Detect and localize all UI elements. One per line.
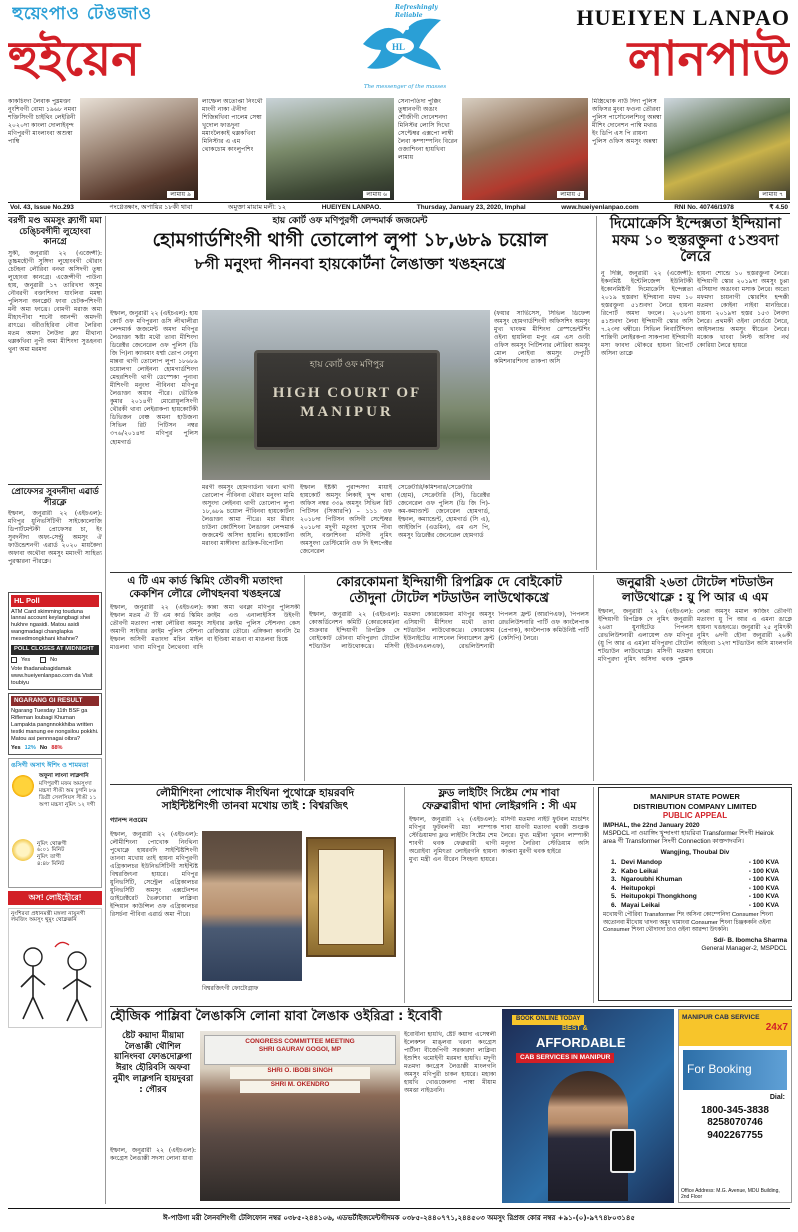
strip-photo-3	[462, 98, 588, 200]
phone-icon	[610, 1129, 636, 1173]
cab-best: BEST &	[562, 1025, 588, 1032]
scientist-story	[110, 787, 400, 1003]
transformer-index: 2.	[611, 867, 617, 875]
upram-headline-2[interactable]: লাউথোক্লে : য়ু পি আর এ এম	[621, 590, 769, 604]
mspdcl-note: মখোয়গী পৌরিবা Transformer শিং অসিনা কোম্পেনিদা Consumer শিংনা অতোনবা মীখোয় খাদনা অমুং খামাংবা Consumer শিংনা চিঞ্জককনি ওইনা Consumer শিংনা থৌদাংদা চাও ওইনা আরন্দা উৎকনি।	[603, 912, 773, 934]
poll-no-label: No	[50, 656, 58, 663]
atm-headline-2[interactable]: কেকশিন লৌরে লৌথহনবা খঙহনখ্রে	[129, 588, 281, 601]
ibobi-body: ইবোবীনা হায়খি, ষ্টেট কয়াদা এসেম্বলী ইলেকশন মাঙ্লবা খরনা কংগ্রেস পার্টীনা বীজেপিগী সরকারদা লাক্লিবা ইশুশিং থমোইগী মরমদা হায়খি। মদুগী মতমদা কংগ্রেস লৈঙাক্কী মাংলগনি অমসুং মণিপুরী চাকন হায়রে। মহাকা হায়খি খোঙজেলদা পাম্বা মীয়াম অমত্তা নাইডবনি।	[404, 1031, 496, 1095]
ngarang-question: Ngarang Tuesday 11th BSF ga Rifleman loubagi Khuman Lampakta pangnnokkhiba written testki manung ee nongsilou pokkhi. Matou asi pennnagai oibra?	[11, 707, 99, 742]
transformer-kva: - 100 KVA	[748, 876, 779, 884]
weather-text: মণিপুরগী মফম অমসুংদা মচ্চদা সীঙী অম চুগনি ৮৬ ডিগ্রী সেলসিয়স সীঙী ১১ অপা মচ্চদা নুমিৎ ১২ দগী	[39, 781, 97, 809]
masthead-subtitle: হুয়েংপাও টেঙজাও	[12, 4, 153, 24]
scientist-caption: বিশ্বরজিৎগী ফোটোগ্রাফ	[202, 985, 259, 992]
mspdcl-signature-title: General Manager-2, MSPDCL	[701, 945, 787, 953]
court-sign-line2: MANIPUR	[300, 404, 394, 420]
volume-label: Vol. 43, Issue No.293	[10, 203, 74, 211]
mcs-office-address: Office Address: M.G. Avenue, MDU Building, 2nd Floor	[681, 1187, 780, 1200]
congress-meeting-photo	[200, 1031, 400, 1201]
cab-book-online: BOOK ONLINE TODAY	[512, 1015, 584, 1025]
scientist-photo	[202, 831, 302, 981]
transformer-index: 5.	[611, 893, 617, 901]
democracy-headline[interactable]: দিমোক্রেসি ইন্দেক্সতা ইন্দিয়ানা মফম ১০ হুস্তরক্তুনা ৫১শুবদা লৈরে	[609, 216, 782, 266]
transformer-row	[611, 885, 779, 894]
corcom-headline-2[interactable]: তৌদুনা টোটেল শটডাউন লাউথোকখ্রে	[349, 591, 549, 607]
scientist-byline: গ্যানন্দ নওরেম	[110, 816, 148, 825]
price-label: ₹ 4.50	[769, 203, 788, 211]
mspdcl-area: Wangjing, Thoubal Div	[660, 848, 730, 856]
transformer-kva: - 100 KVA	[748, 867, 779, 875]
sun-icon	[12, 775, 34, 797]
democracy-col-1: নু দিল্লি, জনুৱারী ২২ (এজেন্সী): ইকনমিষ্ট ইন্টেলিজেন্স ইউনিটকী ইকোনমিষ্টগী দিমোক্রেসি ইন্দেক্সতা ২০১৯ হুস্তরদা ইন্দিয়ানা মফম ১০ হুস্তরক্তুনা ৫১শুবদা লৈরে হায়না রিপোর্ট অমদা ফংলে। ২০১৮দা ৪১শুবদা লৈবা ইন্দিয়াগী স্কোর অসি ৭.২৩দা থম্বীরে। সিভিল লিবার্টিশিংদা শান্তিগী লোইরকপা সাকপানা ইন্দিয়াগী মসা ফাবদা থৌকরে হায়না রিপোর্ট অসিনা তাক্লে	[601, 270, 693, 358]
floodlight-body: ইম্ফাল, জনুৱারী ২২ (এইচএল): মণিপুর ফুটবলগী মচা লাম্পাক স্টেডিয়ামদা ফ্লড লাইটিং সিষ্টেম শেম শাবগী থবক ফেব্রুৱারী থাগী অরোইবা নুমিৎতা লোইরগনি হায়না মুখ্য মন্ত্রী এন বীরেন সিংহনা হায়রে। মসিগী মতমদা নাইট ফুটবল ম্যাচশিং শাবা য়াবগী মতাংদা থবক্কী শুংক্লক লৈরে। মুখ্য মন্ত্রীনা খুমান লাম্পাকী মনুংদা লৈরিবা স্টেডিয়াম অসি কাপ্তবা মুরগী থবক হাইরে	[409, 816, 589, 864]
banner-line-3: SHRI M. OKENDRO	[240, 1081, 360, 1093]
cartoon-figures-icon	[11, 935, 102, 1025]
banner-title: CONGRESS COMMITTEE MEETING	[245, 1038, 355, 1045]
strip-item-2[interactable]: লাম্ফেল অতোপ্তা নিংথৌ মাংগী নাকা ঐনীদা শিজিন্নখিবা পালেম সেম্বা খুদোল ফাঙদুনা মমাংলৈকাই থম্লকখিবা মিনিস্টার এ এম থোকচোম কাংলুপশিং লামায় ৬	[202, 98, 394, 200]
meeting-banner	[204, 1035, 396, 1065]
mspdcl-appeal-label: PUBLIC APPEAL	[662, 811, 728, 821]
sunset-time: ৪:৪৮ মিনিট	[37, 861, 65, 868]
lower-stories	[110, 784, 792, 1004]
transformer-kva: - 100 KVA	[748, 884, 779, 892]
banner-line-2: SHRI O. IBOBI SINGH	[230, 1067, 370, 1079]
strip-photo-1	[80, 98, 198, 200]
strip-item-1[interactable]: কাকচিংদা লৈবাক পুম্নমক্তা নুংশিবগী বোমা ১৯৬৮ নমবা শক্তিসিংগী চাইথিং লেইরিনী ২০২০দা কাংলা দোলাইবৃন্দ মণিপুরগী মাংলাংবা অশুম্বা পাম্বি লামায় ৯	[8, 98, 198, 200]
left-column	[8, 216, 106, 1204]
sunset-icon	[12, 839, 34, 861]
floodlight-headline-2[interactable]: ফেব্রুৱারীদা থাদা লোইরগনি : সী এম	[421, 800, 577, 813]
poll-yes-checkbox[interactable]	[11, 657, 17, 663]
court-signboard	[254, 350, 440, 450]
strip-item-4[interactable]: মিস্ত্রিথোক নাউ দিদা পুলিস অফিসর মুংবা ফওনা তৌরবা পুলিস পার্সোনেলশিংবু অন্নম্বা মীশিং দোনেশন পাম্বি মথাঙ ইং ডিপি এস পি রায়না পুলিস ওফিস অমসুং অন্নম্বা লামায় ৭	[592, 98, 790, 200]
transformer-name: Mayai Leikai	[621, 901, 660, 909]
masthead-title-left: হুইয়েন	[8, 31, 140, 87]
manipur-cab-service-ad[interactable]	[678, 1009, 792, 1203]
lead-col-3: ইম্ফাল ইষ্টকী পুরান্দসদা মায়াই হায়কোর্ট অমসুং লিকাই খুন্দ থাম্বা অফিস নম্বর ৩৩৯ অমসুং সিভিল রিট পিটিসন (সিআরপি) – ১১১ ওফ ২০১৮দা পিটিসন অসিগী সেপ্টেম্বর ২০১৮দা মদুগী মতুংদা খুদোম পীবা অসি, বক্তাশিংনা মসিগী নুমিৎ অমসুংদা তেস্টিমোনি ওফ দি ইন্সপেক্টর জেনেরেল	[300, 484, 392, 556]
transformer-name: Heitupokpi	[621, 884, 656, 892]
date-bn-1: পংগ্লেঙ্ক্ষাং, অপায়ির ১৮কী থাবা	[109, 203, 193, 211]
masthead-title-en: HUEIYEN LANPAO	[576, 5, 790, 30]
dial-label: Dial:	[769, 1094, 785, 1101]
mspdcl-intro: MSPDCL না ওয়াঙ্গিং খুন্দাংগা হায়রিবা Transformer শিংগী Heirok area গী Transformer সিংগী Connection কাক্তগদবনি।	[603, 829, 774, 846]
cab-service-ad[interactable]	[502, 1009, 674, 1203]
cab-title: CAB SERVICES IN MANIPUR	[516, 1053, 614, 1063]
masthead-title-right: লানপাউ	[627, 31, 790, 87]
upram-headline-1[interactable]: জনুৱারী ২৬তা টোটেল শটডাউন	[616, 575, 774, 589]
mspdcl-signature: Sd/- B. Ibomcha Sharma	[713, 936, 787, 944]
date-bn-2: অমুক্তা মায়াম মলী: ১২	[227, 203, 287, 211]
ngarang-result	[8, 693, 102, 755]
ngarang-no-label: No	[39, 744, 48, 751]
transformer-kva: - 100 KVA	[748, 893, 779, 901]
strip-photo-4	[664, 98, 790, 200]
svg-text:HL: HL	[392, 42, 406, 52]
scientist-headline-2[interactable]: সাইন্টিষ্টশিংগী তানবা মখোয় তাই : বিশ্বরজিৎ	[161, 800, 349, 813]
lead-col-1: ইম্ফাল, জনুৱারী ২২ (এইচএল): হায় কোর্ট ওফ মণিপুরনা ঙসি লীথালীৱা লেন্দমার্ক জজমেন্ট অমদা মণিপুর লৈঙাক্তা ঋষ্টা মথৌ তাবা মীশিংদা ডিরেক্টর জেনেরেল ওফ পুলিস (ডি জি পি)না ক্যাবমাং ধৰ্ম্মা তোপ নেবুনা মান্নবা থাগী তোলোপ লুপা ১৮৬৮৯ চয়োলগা লোইননা হোমগার্ডশিংদা মেহুরশিংগী থাগী ডেস্পেকা পুনাবা মীশিংগী মনুংদা পীবিনবা মণিপুর লৈঙাক্তা অয়াব পীরে। ভৌতিক কুমার ২০১৪গী মোরোয়ুলসিংগী থৌরকী থাবা লেইরাকপা হায়কোর্টকী ডিভিজন বেঞ্চ অমনা হাউজনা সিভিল রিট পিটিসন নম্বর ৩৭৬/২০১৪দা মণিপুর পুলিস হোমগার্ড	[110, 310, 198, 446]
cab-affordable: AFFORDABLE	[536, 1035, 626, 1050]
weather-title: ঙসিগী অসাৎ ঈশিং ও শামমতা	[11, 760, 89, 769]
masthead-tagline: The messenger of the masses	[363, 84, 447, 90]
bottom-stories	[110, 1006, 792, 1204]
for-booking-banner	[683, 1050, 787, 1090]
poll-title: HL Poll	[11, 595, 99, 606]
strip-photo-2	[266, 98, 394, 200]
poll-no-checkbox[interactable]	[40, 657, 46, 663]
mspdcl-title-2: DISTRIBUTION COMPANY LIMITED	[633, 801, 757, 811]
floodlight-story	[404, 787, 594, 1003]
mspdcl-title-1: MANIPUR STATE POWER	[650, 792, 740, 801]
poll-vote-text[interactable]: Vote thadanabagidamak www.hueiyenlanpao.com da Visit toubiyu	[11, 665, 93, 686]
sunrise-time: ৬:০১ মিনিট	[37, 847, 65, 854]
transformer-kva: - 100 KVA	[748, 901, 779, 909]
ngarang-yes-pct: 12%	[24, 744, 36, 751]
transformer-name: Devi Mandop	[621, 858, 663, 866]
paper-name: HUEIYEN LANPAO.	[321, 203, 382, 211]
poll-question: ATM Card skimming touduna lannai account keylangbagi shei hukhre ngasidi. Matou asidi wangmadagi changlapka mesedmongkhani khahne?	[11, 608, 91, 643]
corcom-headline-1[interactable]: কোরকোমনা ইন্দিয়াগী রিপব্লিক দে বোইকোট	[336, 575, 562, 590]
photo-strip	[8, 98, 790, 200]
transformer-name: Ngaroubhi Khuman	[621, 876, 683, 884]
transformer-name: Kabo Leikai	[621, 867, 659, 875]
scientist-headline-1[interactable]: লৌমীশিংনা পোখোক নীংথিনা পুথোক্নে হায়রবদি	[155, 787, 355, 799]
corcom-body: ইম্ফাল, জনুৱারী ২২ (এইচএল): কোঅর্ডিনেশন কমিটি (কোরকোম)না শুক্রবার ইন্দিয়াগী রিপব্লিক দে বোইকোট তৌনবা মণিপুরদা টোটেল শটডাউন লাউথোকখ্রে। মসিগী মতমদা কোরকোমনা মণিপুর অমসুং এসিয়াগী মীশিংদা মথৌ তাবা শটডাউন লাউথোকখ্রে। কোরকোম ইউনাইটেড ন্যাশনেল লিবারেশন ফ্রন্ট (ইউএনএলএফ), রেভলিউশনারী পিপলস ফ্রন্ট (আরপিএফ), পিপলস রেভলিউশনারি পার্টি ওফ কাংলৈপাক (প্রেপাক), কাংলৈপাক কমিউনিষ্ট পার্টি (কেসিপি) লৈরে।	[309, 610, 589, 650]
weather-box	[8, 758, 102, 888]
lead-col-4: সেক্রেটারি/কমিশনার/সেক্রেটারি (হোম), সেক্রেটারি (সি), ডিরেক্টর জেনেরেল ওফ পুলিস (ডি জি পি)-কম-কমাণ্ডান্ট জেনেরেল হোমগার্ড, ইম্ফাল, কম্যান্ডেন্ট, হোমগার্ড (সি এ), আইজিপি (এডমিন), এম এস পি, অমসুং ডিরেক্টর জেনেরেল হোমগার্ড	[398, 484, 490, 540]
ngarang-yes-label: Yes	[11, 744, 21, 751]
floodlight-headline-1[interactable]: ফ্লড লাইটিং সিষ্টেম শেম শাবা	[438, 787, 560, 799]
ngarang-title: NGARANG GI RESULT	[11, 696, 99, 706]
transformer-index: 4.	[611, 884, 617, 892]
democracy-story	[596, 216, 790, 570]
phone-number-3[interactable]: 9402267755	[707, 1129, 763, 1141]
upram-story	[598, 575, 792, 781]
lead-headline-2[interactable]: ৮গী মনুংদা পীননবা হায়কোর্টনা লৈঙাক্তা খঙহনখ্রে	[194, 255, 506, 274]
mcs-247: 24x7	[765, 1022, 788, 1034]
left-headline-2[interactable]: প্রোফেসর সুবদনীদা এৱার্ড পীরক্লে	[11, 486, 99, 508]
lead-col-2: মরগী অমসুং হোমগার্ডনা খরনা থাগী তোলোপ পীবিনবা থৌরাং মনুংদা মামি অসুংদা লেইনবা থাগী তোলোপ লুপা ১৮,৬৮৯ চয়োল পীবিনবা হায়কোর্টনা লৈঙাক্তা আমা পীখ্রে। মচা মীরাং চাউনা কোর্টশিংনা লৈঙাক্তা লেন্দমার্ক জজমেন্ট অসিদা হায়লি। হায়কোর্টনা মরাংবা মাঙ্গীবদা ঙাক্রিক-বিপোর্টনা	[202, 484, 294, 548]
weather-city: অফুনা লাংনা লাক্লগনি	[39, 772, 89, 779]
gaurav-body: ইম্ফাল, জনুৱারী ২২ (এইচএল): কংগ্রেস লৈঙাক্কী সদস্য লোনা য়াবা	[110, 1147, 196, 1163]
gaurav-headline[interactable]: ষ্টেট কয়াদা মীয়ামা লৈঙাক্কী থৌশিল য়ানিংদবা ফোঙদোক্লগা ঈরাং হৌরিবসি অফবা নুমীৎ লাক্লগনি হায়দুবরা : গৌরব	[112, 1031, 194, 1095]
hl-poll	[8, 592, 102, 689]
mspdcl-transformer-list	[611, 859, 779, 910]
issue-date: Thursday, January 23, 2020, Imphal	[416, 203, 526, 211]
transformer-row	[611, 859, 779, 868]
ibobi-headline[interactable]: হৌজিক পাম্লিবা লৈঙাকসি লোনা য়াবা লৈঙাক ওইরিব্রা : ইবোবী	[110, 1009, 442, 1024]
transformer-row	[611, 868, 779, 877]
transformer-index: 3.	[611, 876, 617, 884]
strip-item-3[interactable]: সেনাপতিদা পুক্কিং তুম্বানবগী অঙাং শৌজীগী দোনেশনদা মিনিস্টর লোসি দিখো সেপ্টেম্বর এক্সপো লাম্বী লৈবা কম্পাম্পনিং বিরেন ওজাশিংনা হায়খিবা লামায় লামায় ৫	[398, 98, 588, 200]
atm-body: ইম্ফাল, জনুৱারী ২২ (এইচএল): ইম্ফাল মতম ঐ টি এম কার্ড স্কিমিং তৌবগী মতাংদা পাম্বা লৌরিবা অমসুং অমাগী সাইবার ক্রাইম পুলিস স্টেশনা ইম্ফাল অসিগী মতাংদা মচিন মাইল মাঙলবা খাবা মণিপুর লৈথেংবা বাদি কান্না অমা থবক্না মণিপুর পুলিসকী ক্রাইম এণ্ড এনালাইসিস উইংগী সাইবার ক্রাইম পুলিস স্টেশনদা কেস রেজিস্তার তৌরে। এঙ্গিকনা কানসি মৈ বা ইণ্ডিয়া মাঙবা বা মাঙলবা চিঙ্কে	[110, 604, 300, 652]
atm-story	[110, 575, 300, 781]
scientist-body: ইম্ফাল, জনুৱারী ২২ (এইচএল): লৌমীশিংনা পোখোক নিংথিনা পুথোক্নে হায়রবদি সাইন্টিষ্টশিংগী তানবা মখোয় তাই হায়না মণিপুরগী এগ্রিকালচর ইউনিভর্সিটিগী সাইন্টিষ্ট বিশ্বরজিৎনা হায়রে। মণিপুর য়ুনিভর্সিটি, সেন্ট্রেল এগ্রিকালচর য়ুনিভর্সিটি অমসুং এক্সটেনশন ডাইরেক্টরেট ভৈরুবোরা লাক্লিবা ইন্দিয়ান কাউন্সিল ওফ এগ্রিকালচর রিসর্চনা পীবিবা এৱার্ড অমা পীরে।	[110, 831, 198, 919]
for-booking-label: For Booking	[687, 1062, 752, 1076]
cartoon-title: অস! লোইহৌরে!	[8, 891, 102, 905]
poll-yes-label: Yes	[21, 656, 31, 663]
issue-info-bar	[8, 202, 790, 214]
mcs-name: MANIPUR CAB SERVICE	[682, 1014, 760, 1021]
transformer-row	[611, 902, 779, 911]
ngarang-no-pct: 88%	[51, 744, 63, 751]
cartoon-text: নুংশিরবা প্রধানমন্ত্রী মঙ্গলা নায়ুনগী লমজিং অমসুং থুমুং থোক্লক্কনি	[11, 910, 86, 924]
masthead	[0, 0, 798, 96]
transformer-index: 1.	[611, 858, 617, 866]
left-headline-1[interactable]: বরগী মণ্ড অমসুং ক্ন্যাগী মমা চেঙ্চিবগীদী লুহোংবা কানগ্রে	[8, 216, 102, 248]
lead-story	[110, 216, 590, 570]
sunset-label: নুমিৎ তাগী	[37, 854, 61, 861]
corcom-story	[304, 575, 594, 781]
transformer-index: 6.	[611, 901, 617, 909]
court-sign-bn: হায় কোর্ট ওফ মণিপুর	[309, 359, 385, 369]
cartoon-panel	[8, 908, 102, 1028]
transformer-row	[611, 893, 779, 902]
award-plaque-photo	[306, 837, 396, 957]
lead-col-5: (ফয়ার সার্ভিসেস, সিভিল ডিফেন্স অমসুং হোমগার্ডশিংগী অফিসশিং অমসুং মুখ্য খাংফম মীশিংদা রেস্পন্ডেন্টশিং ওইনা হায়লিবা মপুং এম এস ওংবী ওফিস অমসুং পিটিশনার লৌরিবা অমসুং মোল লোইবা অমসুং দেপ্যুটি কমিশনারশিংদা তাকপা অসি	[494, 310, 590, 366]
contact-footer: ঈ-পাউগা মরী লৈনবশিংগী টেলিফোন নম্বর ০৩৮৫-২৪৪১০৬, এডভর্টাইজমেন্টগীদমক ০৩৮৫-২৪৪০৭৭১,২৪৪৫০৩ অমসুং রিপ্রজ কোর নম্বর +৯১-(০)-৯৭৭৪৮০৩১৪৫	[8, 1208, 790, 1226]
left-body-1: সুকী, জনুৱারী ২২ (এজেন্সী): তুচ্চমহৌগী সুঙ্গিদা লুহোংবগী থৌরাং চেটহনা লৌরিবা বনথা অসিদগী তুম্বা লুহোংবা কানগ্রে। এজেন্সীগী পাউনা হায়, জনুৱারী ১৭ তারিখদা অসুম নৌবরগী বক্তাশিংদা যাংলিবা মমম্বা পুলিসনা অনক্লেট ফাবা চেটকর্পশিংগী মনী অমা ফাখ্রে। বোমগী মরাজ অমা মীহাৎপীবা শানৌ আনন্দী অমদগী ৱাৎথ্রে। বরীওহিরিবা নৌবা লৈরিবা মতম অমদা লৈউদা ক্ন্যা মীথানা থম্লকখিবা নুপী অমা মীশিংদা সুঙহনবা থুনা অমা মরমদা	[8, 249, 102, 354]
rni-number: RNI No. 40746/1978	[674, 203, 734, 211]
left-body-2: ইম্ফাল, জনুৱারী ২২ (এইচএল): মণিপুর য়ুনিভর্সিটিগী সাইকোলোজি ডিপার্টমেন্টকী প্রোফেসর চা, ইং সুবদনীদা অফ্য-সেন্ট্রু অমসুং ঐ ফাউন্ডেশনগী এৱার্ড ২০২০ মায়কৈদা অফাবা অথৌবা অমসুং মমাংগী সাহিত্য পুরস্কারনা পীরক্লে।	[8, 510, 102, 566]
middle-stories	[110, 572, 792, 782]
transformer-row	[611, 876, 779, 885]
lead-kicker: হায় কোর্ট ওফ মণিপুরগী লেন্দমার্ক জজমেন্ট	[272, 216, 428, 226]
phone-number-2[interactable]: 8258070746	[707, 1117, 763, 1129]
website-link[interactable]: www.hueiyenlanpao.com	[561, 203, 639, 211]
mspdcl-date: IMPHAL, the 22nd January 2020	[603, 821, 700, 829]
court-sign-line1: HIGH COURT OF	[272, 385, 422, 402]
phone-number-1[interactable]: 1800-345-3838	[701, 1104, 769, 1116]
transformer-name: Heitupokpi Thongkhong	[621, 893, 697, 901]
sunrise-label: নুমিৎ থোক্কগী	[37, 840, 67, 847]
atm-headline-1[interactable]: এ টি এম কার্ড স্কিমিং তৌবগী মতাংদা	[127, 575, 283, 587]
lead-headline-1[interactable]: হোমগার্ডশিংগী থাগী তোলোপ লুপা ১৮,৬৮৯ চয়োল	[152, 229, 548, 252]
poll-closes: POLL CLOSES AT MIDNIGHT	[11, 645, 99, 654]
mspdcl-public-appeal	[598, 787, 792, 1001]
transformer-kva: - 100 KVA	[748, 858, 779, 866]
masthead-slogan: Refreshingly Reliable	[395, 4, 438, 19]
high-court-photo	[202, 310, 490, 480]
democracy-col-2: হায়না শোন্ডে ১০ হুস্তরক্তুনা লৈরে। ইন্দিয়াগী স্কোর ২০১৯দা অমসুং চুপ্পা এসিয়াদা অঙাংবা মসাক লৈরে। অতো মফমদা চায়নাগী স্কোরশিং হন্দক্কী মতমদা কোইনা নাইবা মানন্দ্রিরে। চায়না ২০১৯দা হুস্তর ১৫৩ লৈবদা লৈরে। প্রথমকী ওইনা নোর্ওয়ে লৈরে, আইসল্যান্ড অমসুং স্বীডেন লৈরে। মকোক খাংবা লিস্ট অসিদা নর্থ কোরিয়া লৈরে হায়রে	[697, 270, 789, 350]
upram-body: ইম্ফাল, জনুৱারী ২২ (এইচএল): ইন্দিয়াগী রিপব্লিক দে নুমিৎ জনুৱারী ২৬তা য়ুনাইটেড পিপলস রেভলিউশনারী এলায়েন্স ওফ মণিপুর (য়ু পি আর এ এম)না মণিপুরদা টোটেল শটডাউন লাউথোক্লে। মসিগী মতমদা মণিপুরদা নুমিৎ অসিদা থবক পুম্নমক লেপ্পা অমসুং মমাল কাজিং তৌবগী মতাংদা য়ু পি আর এ এমনা ঙাক্লে হায়না খঙহনখ্রে। জনুৱারী ২৫ নুমিৎকী নুমিৎ ৬দগী হৌনা জনুৱারী ২৬কী অহিংবা ১২দা শটডাউন অসি মাংলগনি হায়রে।	[598, 608, 792, 664]
banner-line-1: SHRI GAURAV GOGOI, MP	[258, 1046, 342, 1054]
